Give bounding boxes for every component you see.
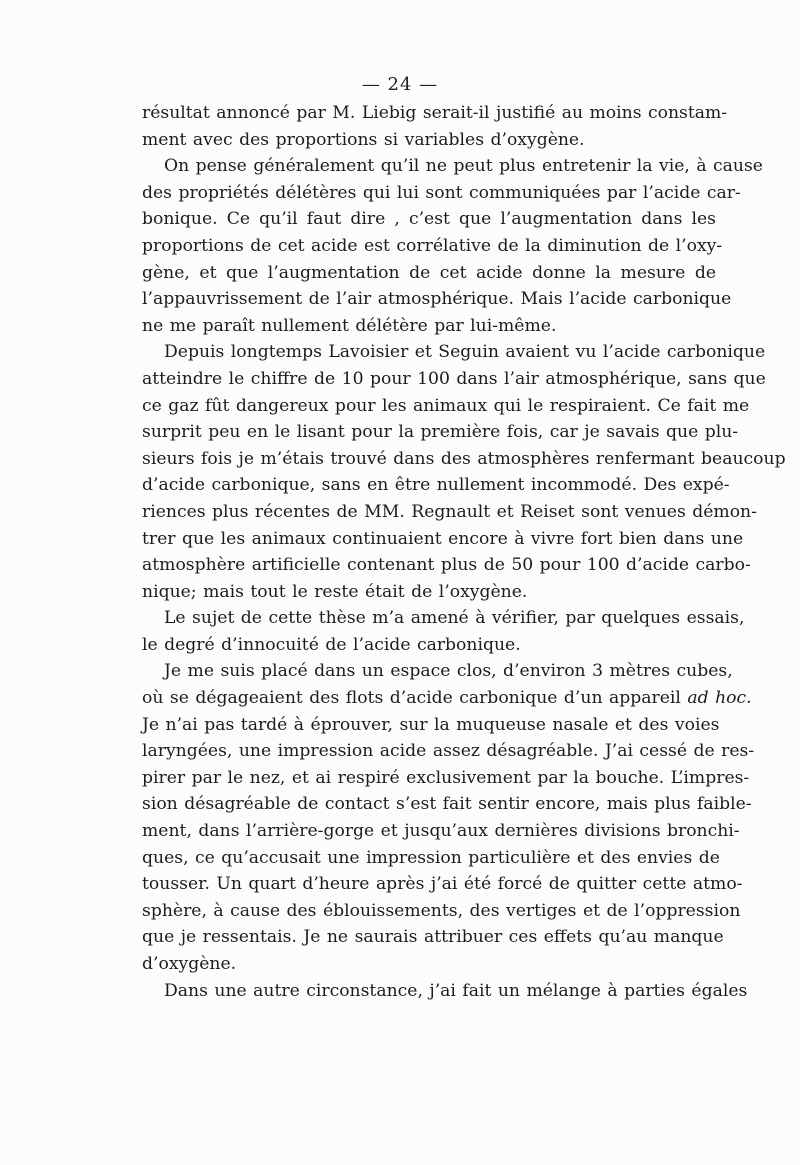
text-line: laryngées, une impression acide assez désagréable. J’ai cessé de res- <box>142 741 755 762</box>
text-line: résultat annoncé par M. Liebig serait-il justifié au moins constam- <box>142 103 728 123</box>
text-line: riences plus récentes de MM. Regnault et Reiset sont venues démon- <box>142 501 757 522</box>
paragraph <box>142 100 728 153</box>
text-line: pirer par le nez, et ai respiré exclusivement par la bouche. L’impres- <box>142 767 750 788</box>
text-line: d’acide carbonique, sans en être nullement incommodé. Des expé- <box>142 475 730 496</box>
text-line: sion désagréable de contact s’est fait sentir encore, mais plus faible- <box>142 794 752 815</box>
text-line: sphère, à cause des éblouissements, des vertiges et de l’oppression <box>142 900 741 921</box>
text-line: Dans une autre circonstance, j’ai fait un mélange à parties égales <box>164 980 748 1001</box>
text-line: le degré d’innocuité de l’acide carbonique. <box>142 634 521 655</box>
text-line: ment avec des proportions si variables d’oxygène. <box>142 129 585 150</box>
text-line: nique; mais tout le reste était de l’oxygène. <box>142 581 528 602</box>
text-line: Je me suis placé dans un espace clos, d’environ 3 mètres cubes, <box>164 661 733 682</box>
text-line: trer que les animaux continuaient encore à vivre fort bien dans une <box>142 528 744 549</box>
text-line: bonique. Ce qu’il faut dire , c’est que l’augmentation dans les <box>142 209 716 230</box>
text-line: l’appauvrissement de l’air atmosphérique. Mais l’acide carbonique <box>142 289 732 310</box>
text-line: ment, dans l’arrière-gorge et jusqu’aux dernières divisions bronchi- <box>142 821 740 842</box>
text-line: que je ressentais. Je ne saurais attribuer ces effets qu’au manque <box>142 927 724 948</box>
text-line: tousser. Un quart d’heure après j’ai été forcé de quitter cette atmo- <box>142 874 743 895</box>
text-line: des propriétés délétères qui lui sont communiquées par l’acide car- <box>142 182 741 203</box>
text-line: ques, ce qu’accusait une impression particulière et des envies de <box>142 847 720 868</box>
text-line: proportions de cet acide est corrélative de la diminution de l’oxy- <box>142 235 723 256</box>
text-line: ce gaz fût dangereux pour les animaux qui le respiraient. Ce fait me <box>142 395 750 416</box>
text-line: Le sujet de cette thèse m’a amené à vérifier, par quelques essais, <box>164 608 745 629</box>
italic-term: ad hoc. <box>687 688 752 709</box>
text-line: surprit peu en le lisant pour la première fois, car je savais que plu- <box>142 422 739 443</box>
text-line: atteindre le chiffre de 10 pour 100 dans l’air atmosphérique, sans que <box>142 368 766 389</box>
text-line: d’oxygène. <box>142 954 237 974</box>
paragraph <box>142 339 786 605</box>
paragraph <box>142 605 745 658</box>
text-line: gène, et que l’augmentation de cet acide donne la mesure de <box>142 262 716 283</box>
text-line: sieurs fois je m’étais trouvé dans des atmosphères renfermant beaucoup <box>142 448 786 469</box>
text-line: ne me paraît nullement délétère par lui-même. <box>142 315 557 336</box>
text-line: Depuis longtemps Lavoisier et Seguin avaient vu l’acide carbonique <box>164 342 766 363</box>
text-line: On pense généralement qu’il ne peut plus entretenir la vie, à cause <box>164 156 763 177</box>
paragraph <box>142 153 763 339</box>
text-line: Je n’ai pas tardé à éprouver, sur la muqueuse nasale et des voies <box>142 714 720 735</box>
text-line: où se dégageaient des flots d’acide carbonique d’un appareil ad hoc. <box>142 688 752 709</box>
paragraph <box>142 658 755 977</box>
page-number: — 24 — <box>361 74 439 95</box>
body-text <box>142 100 786 1004</box>
text-line: atmosphère artificielle contenant plus de 50 pour 100 d’acide carbo- <box>142 555 751 576</box>
paragraph <box>142 978 748 1005</box>
